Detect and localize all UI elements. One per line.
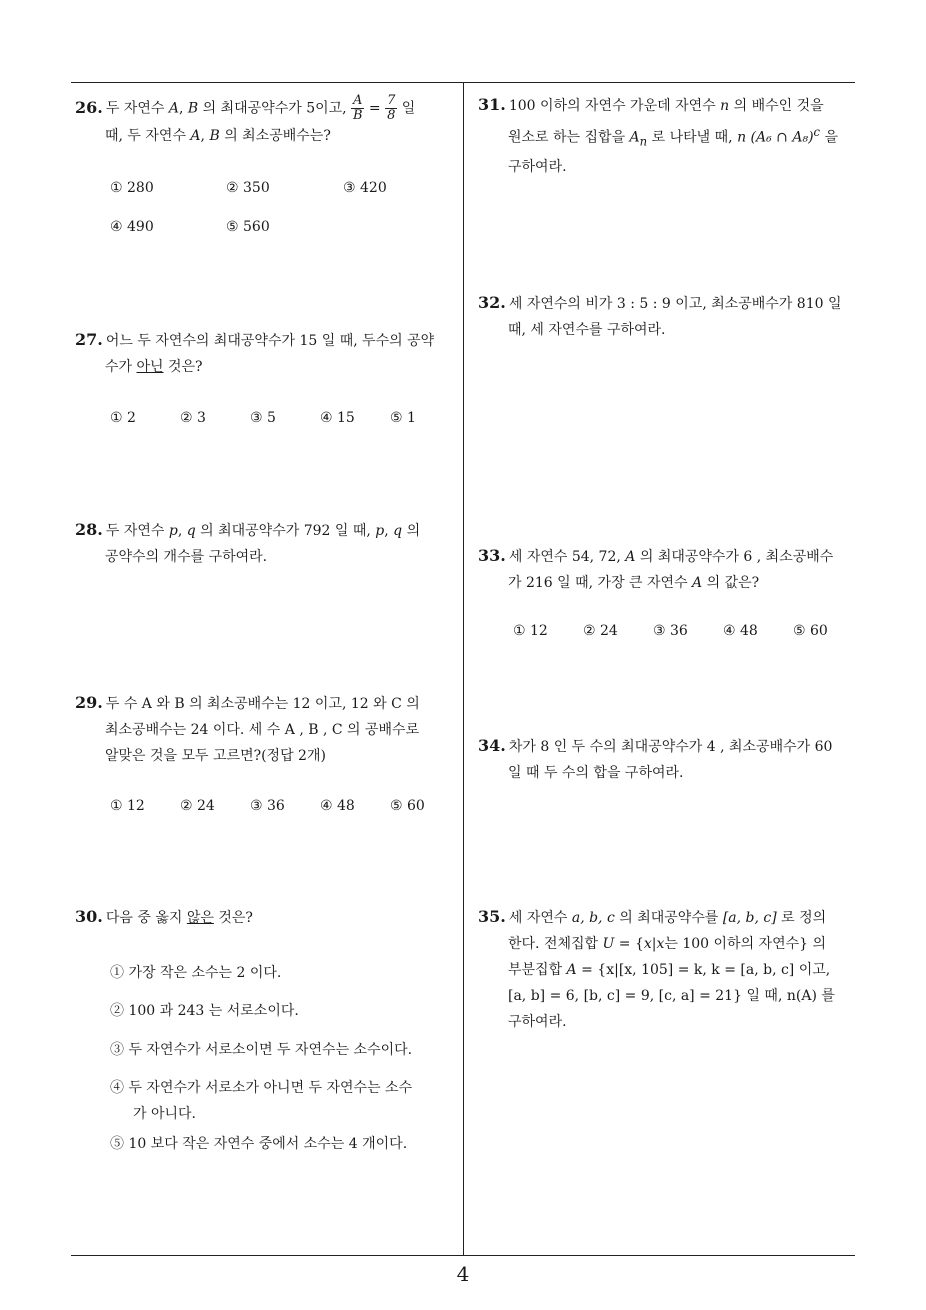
- question-number: 35.: [478, 907, 506, 926]
- option-item[interactable]: ② 350: [226, 180, 270, 196]
- option-item[interactable]: ① 12: [110, 798, 145, 814]
- option-item[interactable]: ④ 15: [320, 410, 355, 426]
- option-item[interactable]: ④ 48: [320, 798, 355, 814]
- question-number: 31.: [478, 95, 506, 114]
- page-number: 4: [456, 1262, 470, 1286]
- question-26: 26. 두 자연수 A, B 의 최대공약수가 5이고, $\frac{A}{B}$ = $\frac{7}{8}$ 일 때, 두 자연수 A, B 의 최소공배수는?: [75, 93, 416, 144]
- option-item[interactable]: ⑤ 60: [793, 623, 828, 639]
- option-item[interactable]: ⑤ 560: [226, 219, 270, 235]
- option-item[interactable]: ② 24: [180, 798, 215, 814]
- question-29: 29. 두 수 A 와 B 의 최소공배수는 12 이고, 12 와 C 의 최소공배수는 24 이다. 세 수 A , B , C 의 공배수로 알맞은 것을 모두 고르면?(정답 2개): [75, 693, 420, 764]
- option-item[interactable]: ③ 36: [250, 798, 285, 814]
- question-number: 32.: [478, 293, 506, 312]
- question-number: 29.: [75, 693, 103, 712]
- question-number: 33.: [478, 546, 506, 565]
- fraction-a-over-b: $\frac{A}{B}$: [352, 93, 363, 123]
- fraction-7-over-8: $\frac{7}{8}$: [387, 93, 396, 123]
- question-number: 28.: [75, 520, 103, 539]
- option-item[interactable]: ⑤ 60: [390, 798, 425, 814]
- option-item-continued: 가 아니다.: [133, 1106, 196, 1122]
- option-item[interactable]: ① 가장 작은 소수는 2 이다.: [110, 965, 282, 981]
- option-item[interactable]: ② 24: [583, 623, 618, 639]
- option-item[interactable]: ③ 36: [653, 623, 688, 639]
- question-number: 27.: [75, 330, 103, 349]
- option-item[interactable]: ③ 5: [250, 410, 276, 426]
- option-item[interactable]: ② 100 과 243 는 서로소이다.: [110, 1003, 299, 1019]
- option-item[interactable]: ② 3: [180, 410, 206, 426]
- option-item[interactable]: ① 2: [110, 410, 136, 426]
- question-number: 34.: [478, 736, 506, 755]
- option-item[interactable]: ① 12: [513, 623, 548, 639]
- option-item[interactable]: ④ 48: [723, 623, 758, 639]
- question-33: 33. 세 자연수 54, 72, A 의 최대공약수가 6 , 최소공배수 가 216 일 때, 가장 큰 자연수 A 의 값은?: [478, 546, 834, 591]
- option-item[interactable]: ⑤ 10 보다 작은 자연수 중에서 소수는 4 개이다.: [110, 1136, 408, 1152]
- question-32: 32. 세 자연수의 비가 3 : 5 : 9 이고, 최소공배수가 810 일 때, 세 자연수를 구하여라.: [478, 293, 842, 338]
- option-item[interactable]: ④ 두 자연수가 서로소가 아니면 두 자연수는 소수: [110, 1080, 413, 1096]
- question-35: 35. 세 자연수 a, b, c 의 최대공약수를 [a, b, c] 로 정의 한다. 전체집합 U = {x|x는 100 이하의 자연수} 의 부분집합 A = {x|[x, 105] = k, k = [a, b, c] 이고, [a, b] = 6, [b, c] = 9, [c, a] = 21} 일 때, n(A) 를 구하여라.: [478, 907, 835, 1030]
- option-item[interactable]: ① 280: [110, 180, 154, 196]
- question-28: 28. 두 자연수 p, q 의 최대공약수가 792 일 때, p, q 의 공약수의 개수를 구하여라.: [75, 520, 421, 565]
- question-number: 30.: [75, 907, 103, 926]
- option-item[interactable]: ③ 두 자연수가 서로소이면 두 자연수는 소수이다.: [110, 1042, 413, 1058]
- question-number: 26.: [75, 97, 103, 117]
- column-divider: [463, 82, 464, 1256]
- option-item[interactable]: ④ 490: [110, 219, 154, 235]
- option-item[interactable]: ⑤ 1: [390, 410, 416, 426]
- question-31: 31. 100 이하의 자연수 가운데 자연수 n 의 배수인 것을 원소로 하는 집합을 $A_n$ 로 나타낼 때, n (A₆ ∩ A₈)$^c$ 을 구하여라.: [478, 95, 839, 176]
- question-27: 27. 어느 두 자연수의 최대공약수가 15 일 때, 두수의 공약 수가 아닌 것은?: [75, 330, 435, 375]
- bottom-rule: [71, 1255, 855, 1256]
- question-34: 34. 차가 8 인 두 수의 최대공약수가 4 , 최소공배수가 60 일 때 두 수의 합을 구하여라.: [478, 736, 833, 781]
- question-30: 30. 다음 중 옳지 않은 것은?: [75, 907, 253, 926]
- option-item[interactable]: ③ 420: [343, 180, 387, 196]
